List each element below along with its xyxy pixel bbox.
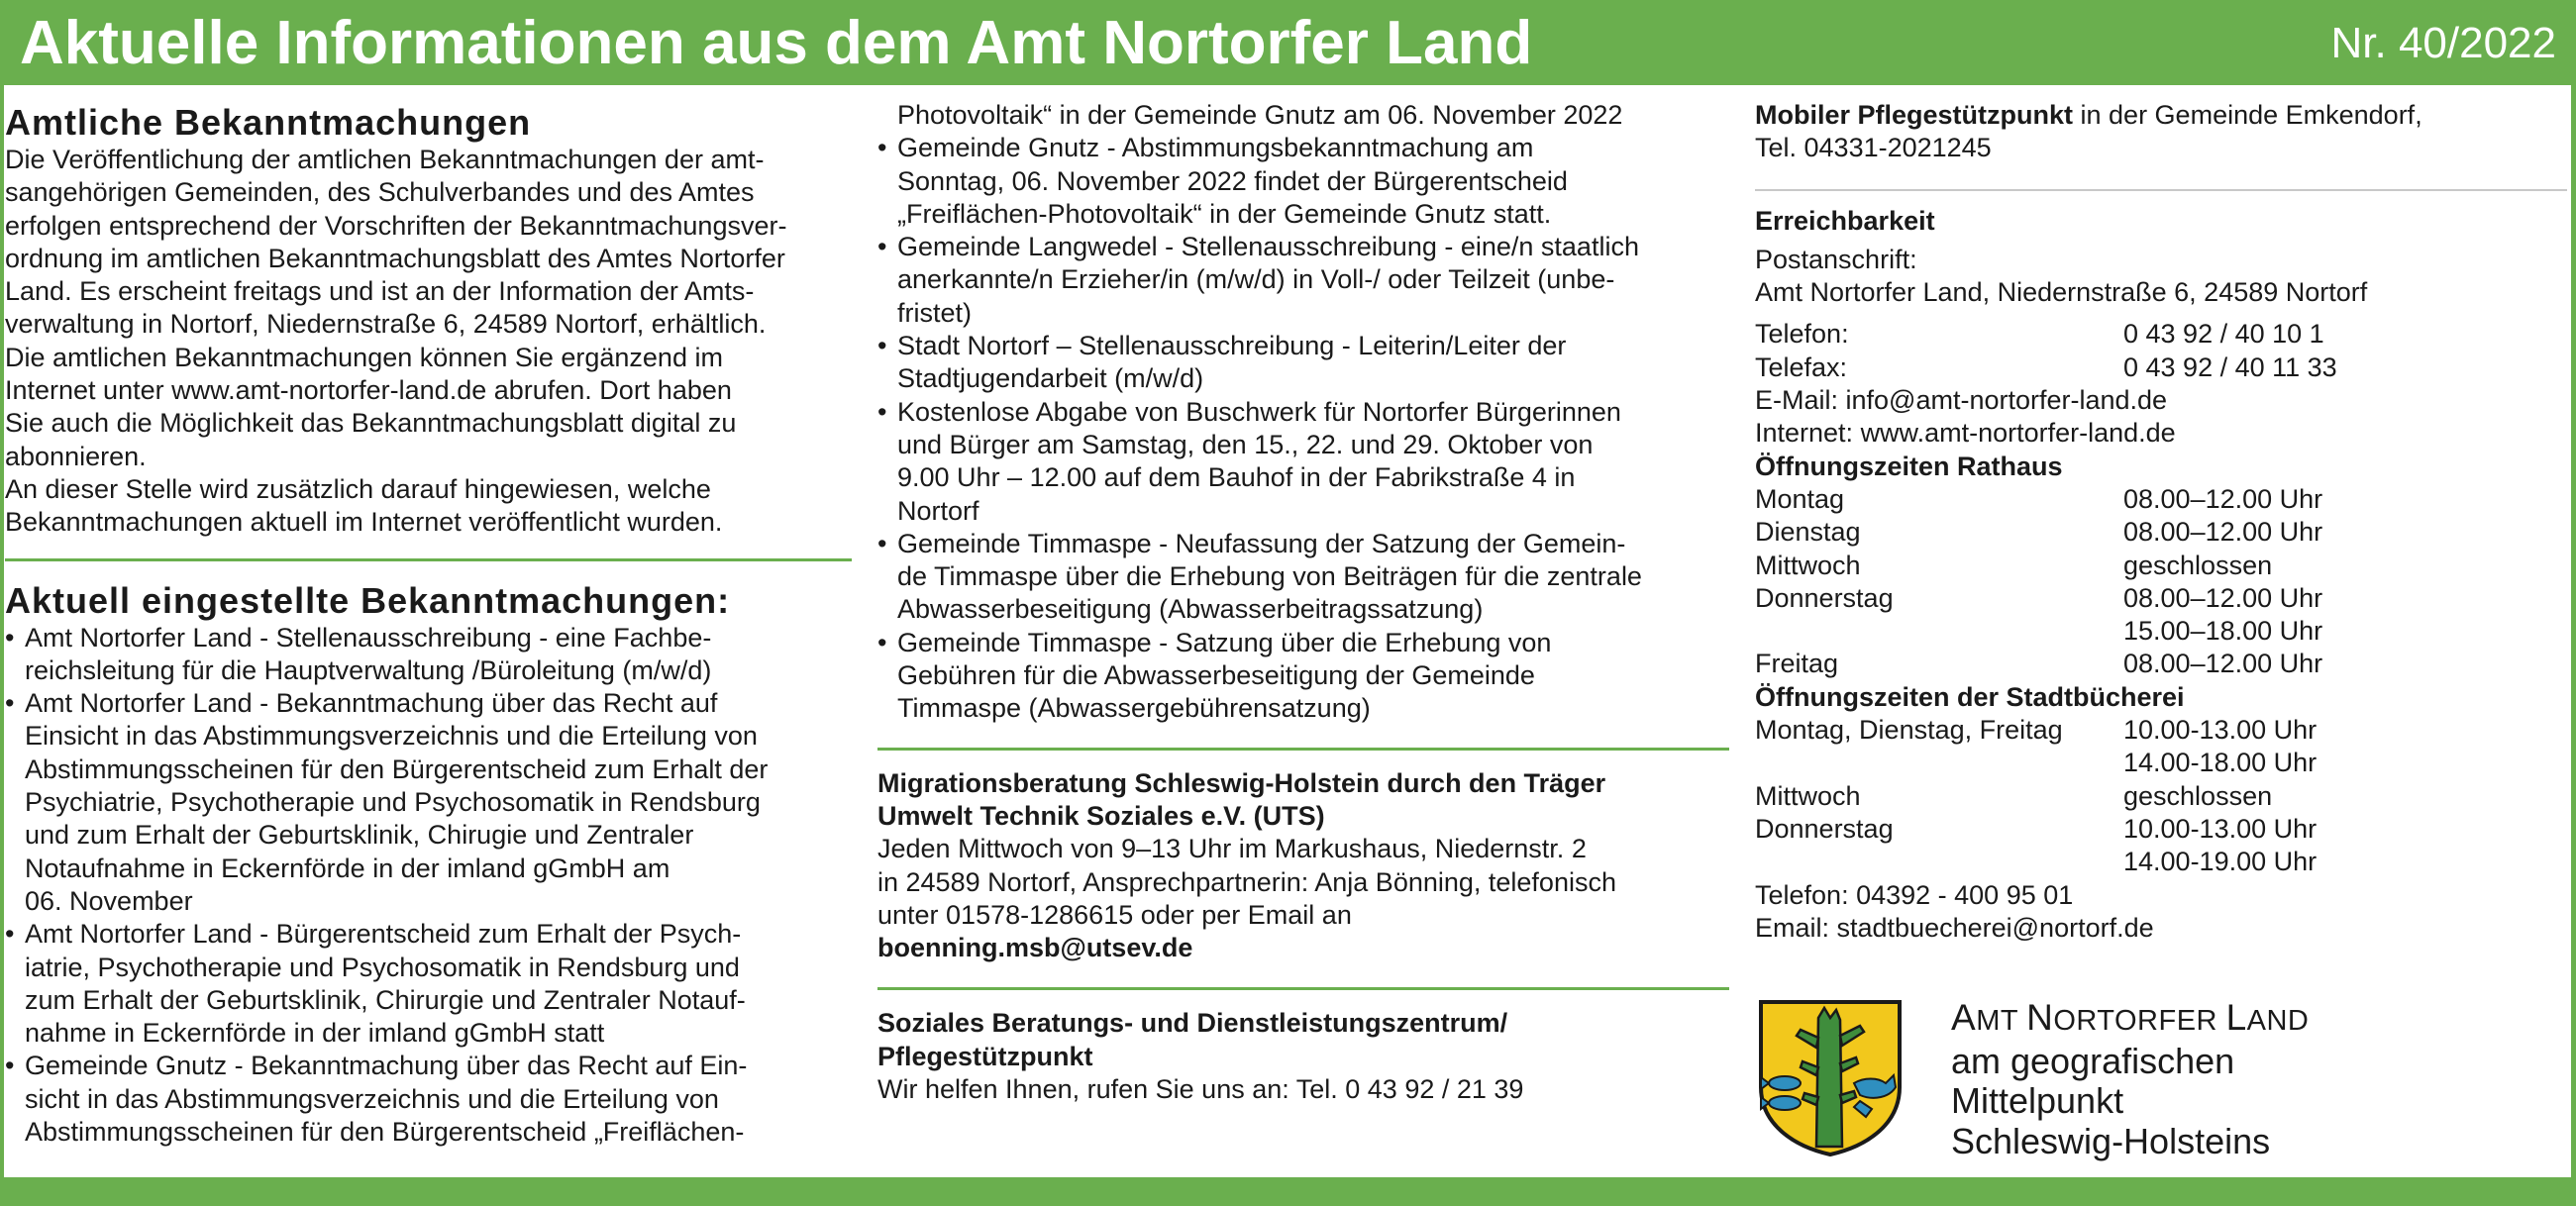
mobile-care-box: Mobiler Pflegestützpunkt in der Gemeinde Emkendorf, Tel. 04331-2021245 xyxy=(1755,99,2567,165)
hours-row: Donnerstag 10.00-13.00 Uhr xyxy=(1755,813,2318,844)
column-right xyxy=(1755,99,2567,945)
hours-row: Mittwoch geschlossen xyxy=(1755,780,2273,811)
list-item[interactable]: • Gemeinde Gnutz - Abstimmungsbekanntmachung am Sonntag, 06. November 2022 findet der Bürgerentscheid „Freiflächen-Photovoltaik“ in der Gemeinde Gnutz statt. xyxy=(877,132,1729,231)
hours-row: Donnerstag 08.00–12.00 Uhr xyxy=(1755,582,2323,613)
hours-row: Mittwoch geschlossen xyxy=(1755,550,2273,580)
reachability-title: Erreichbarkeit xyxy=(1755,205,1935,236)
phone-number: 0 43 92 / 40 10 1 xyxy=(2123,319,2324,350)
hours-row: 14.00-19.00 Uhr xyxy=(2123,847,2318,877)
list-item[interactable]: • Amt Nortorfer Land - Bekanntmachung über das Recht auf Einsicht in das Abstimmungsverzeichnis und die Erteilung von Abstimmungsscheinen für den Bürgerentscheid zum Erhalt der Psychiatrie, Psychotherapie und Psychosomatik in Rendsburg und zum Erhalt der Geburtsklinik, Chirugie und Zentraler Notaufnahme in Eckernförde in der imland gGmbH am 06. November xyxy=(5,687,852,918)
column-left xyxy=(5,99,852,1149)
section-heading-current: Aktuell eingestellte Bekanntmachungen: xyxy=(5,579,731,621)
brand-block: AMT NORTORFER LAND am geografischen Mittelpunkt Schleswig-Holsteins xyxy=(1951,998,2565,1161)
section-heading-official: Amtliche Bekanntmachungen xyxy=(5,102,532,143)
section-divider xyxy=(1755,189,2567,191)
list-item[interactable]: • Stadt Nortorf – Stellenausschreibung - Leiterin/Leiter der Stadtjugendarbeit (m/w/d) xyxy=(877,330,1729,396)
migration-email-link[interactable]: boenning.msb@utsev.de xyxy=(877,933,1193,963)
library-email[interactable]: Email: stadtbuecherei@nortorf.de xyxy=(1755,912,2154,943)
notice-list-continued xyxy=(877,99,1729,726)
town-hall-hours: Öffnungszeiten Rathaus Montag 08.00–12.00 Uhr Dienstag 08.00–12.00 Uhr Mittwoch geschlossen Donnerstag 08.00–12.00 Uhr 15.00–18.00 Uhr Freitag 08.00–12.00 Uhr xyxy=(1755,451,2567,681)
coat-of-arms-icon xyxy=(1757,998,1904,1156)
social-title: Soziales Beratungs- und Dienstleistungszentrum/ xyxy=(877,1008,1508,1039)
library-hours: Öffnungszeiten der Stadtbücherei Montag, Dienstag, Freitag 10.00-13.00 Uhr 14.00-18.00 Uhr Mittwoch geschlossen Donnerstag 10.00-13.00 Uhr 14.00-19.00 Uhr Telefon: 04392 - 400 95 01 Email: stadtbuecherei@nortorf.de xyxy=(1755,681,2567,945)
hours-row: Montag, Dienstag, Freitag 10.00-13.00 Uhr xyxy=(1755,715,2318,746)
hours-row: 15.00–18.00 Uhr xyxy=(2123,616,2323,647)
list-item[interactable]: • Gemeinde Timmaspe - Satzung über die Erhebung von Gebühren für die Abwasserbeseitigung der Gemeinde Timmaspe (Abwassergebührensatzung) xyxy=(877,627,1729,726)
list-item[interactable]: • Kostenlose Abgabe von Buschwerk für Nortorfer Bürgerinnen und Bürger am Samstag, den 15., 22. und 29. Oktober von 9.00 Uhr – 12.00 auf dem Bauhof in der Fabrikstraße 4 in Nortorf xyxy=(877,396,1729,528)
section-divider xyxy=(5,558,852,561)
list-item[interactable]: • Amt Nortorfer Land - Stellenausschreibung - eine Fachbe- reichsleitung für die Hauptverwaltung /Büroleitung (m/w/d) xyxy=(5,622,852,688)
list-item[interactable]: • Amt Nortorfer Land - Bürgerentscheid zum Erhalt der Psych- iatrie, Psychotherapie und Psychosomatik in Rendsburg und zum Erhalt der Geburtsklinik, Chirurgie und Zentraler Notauf- nahme in Eckernförde in der imland gGmbH statt xyxy=(5,918,852,1050)
list-item[interactable]: • Gemeinde Langwedel - Stellenausschreibung - eine/n staatlich anerkannte/n Erzieher/in (m/w/d) in Voll-/ oder Teilzeit (unbe- fristet) xyxy=(877,231,1729,330)
migration-box: Migrationsberatung Schleswig-Holstein durch den Träger Umwelt Technik Soziales e.V. (UTS) Jeden Mittwoch von 9–13 Uhr im Markushaus, Niedernstr. 2 in 24589 Nortorf, Ansprechpartnerin: Anja Bönning, telefonisch unter 01578-1286615 oder per Email an boenning.msb@utsev.de xyxy=(877,767,1729,965)
official-notice-text: Die Veröffentlichung der amtlichen Bekanntmachungen der amt- sangehörigen Gemeinden, des Schulverbandes und des Amtes erfolgen entsprechend der Vorschriften der Bekanntmachungsver- ordnung im amtlichen Bekanntmachungsblatt des Amtes Nortorfer Land. Es erscheint freitags und ist an der Information der Amts- verwaltung in Nortorf, Niedernstraße 6, 24589 Nortorf, erhältlich. Die amtlichen Bekanntmachungen können Sie ergänzend im Internet unter www.amt-nortorfer-land.de abrufen. Dort haben Sie auch die Möglichkeit das Bekanntmachungsblatt digital zu abonnieren. An dieser Stelle wird zusätzlich darauf hingewiesen, welche Bekanntmachungen aktuell im Internet veröffentlicht wurden. xyxy=(5,145,787,538)
office-email[interactable]: E-Mail: info@amt-nortorfer-land.de xyxy=(1755,385,2168,416)
footer-bar xyxy=(0,1177,2576,1206)
list-item[interactable]: • Gemeinde Timmaspe - Neufassung der Satzung der Gemein- de Timmaspe über die Erhebung von Beiträgen für die zentrale Abwasserbeseitigung (Abwasserbeitragssatzung) xyxy=(877,528,1729,627)
frame-right xyxy=(2571,85,2576,1177)
notice-list xyxy=(5,622,852,1150)
hours-row: Dienstag 08.00–12.00 Uhr xyxy=(1755,517,2323,548)
social-box: Soziales Beratungs- und Dienstleistungszentrum/ Pflegestützpunkt Wir helfen Ihnen, rufen Sie uns an: Tel. 0 43 92 / 21 39 xyxy=(877,1007,1729,1106)
hours-row: 14.00-18.00 Uhr xyxy=(2123,748,2318,778)
hours-row: Montag 08.00–12.00 Uhr xyxy=(1755,483,2323,514)
library-phone: Telefon: 04392 - 400 95 01 xyxy=(1755,879,2074,910)
issue-number: Nr. 40/2022 xyxy=(2330,19,2556,67)
frame-left xyxy=(0,85,4,1177)
column-middle xyxy=(877,99,1729,1106)
office-website[interactable]: Internet: www.amt-nortorfer-land.de xyxy=(1755,418,2176,449)
brand-name: AMT NORTORFER LAND xyxy=(1951,997,2310,1038)
postal-address: Amt Nortorfer Land, Niedernstraße 6, 24589 Nortorf xyxy=(1755,277,2368,308)
fax-number: 0 43 92 / 40 11 33 xyxy=(2123,352,2337,382)
brand-tagline: am geografischen xyxy=(1951,1040,2235,1081)
section-divider xyxy=(877,987,1729,990)
list-item[interactable]: • Gemeinde Gnutz - Bekanntmachung über das Recht auf Ein- sicht in das Abstimmungsverzeichnis und die Erteilung von Abstimmungsscheinen für den Bürgerentscheid „Freiflächen- xyxy=(5,1050,852,1149)
hours-row: Freitag 08.00–12.00 Uhr xyxy=(1755,649,2323,679)
list-item-continuation: Photovoltaik“ in der Gemeinde Gnutz am 06. November 2022 xyxy=(897,100,1623,130)
reachability-box: Erreichbarkeit Postanschrift: Amt Nortorfer Land, Niedernstraße 6, 24589 Nortorf Telefon: 0 43 92 / 40 10 1 Telefax: 0 43 92 / 40 11 33 E-Mail: info@amt-nortorfer-land.de Internet: www.amt-nortorfer-land.de xyxy=(1755,205,2567,451)
mobile-care-phone: Tel. 04331-2021245 xyxy=(1755,133,1992,163)
migration-title: Migrationsberatung Schleswig-Holstein durch den Träger xyxy=(877,767,1606,798)
page-header xyxy=(0,0,2576,85)
section-divider xyxy=(877,748,1729,751)
page-title: Aktuelle Informationen aus dem Amt Nortorfer Land xyxy=(20,9,1533,77)
